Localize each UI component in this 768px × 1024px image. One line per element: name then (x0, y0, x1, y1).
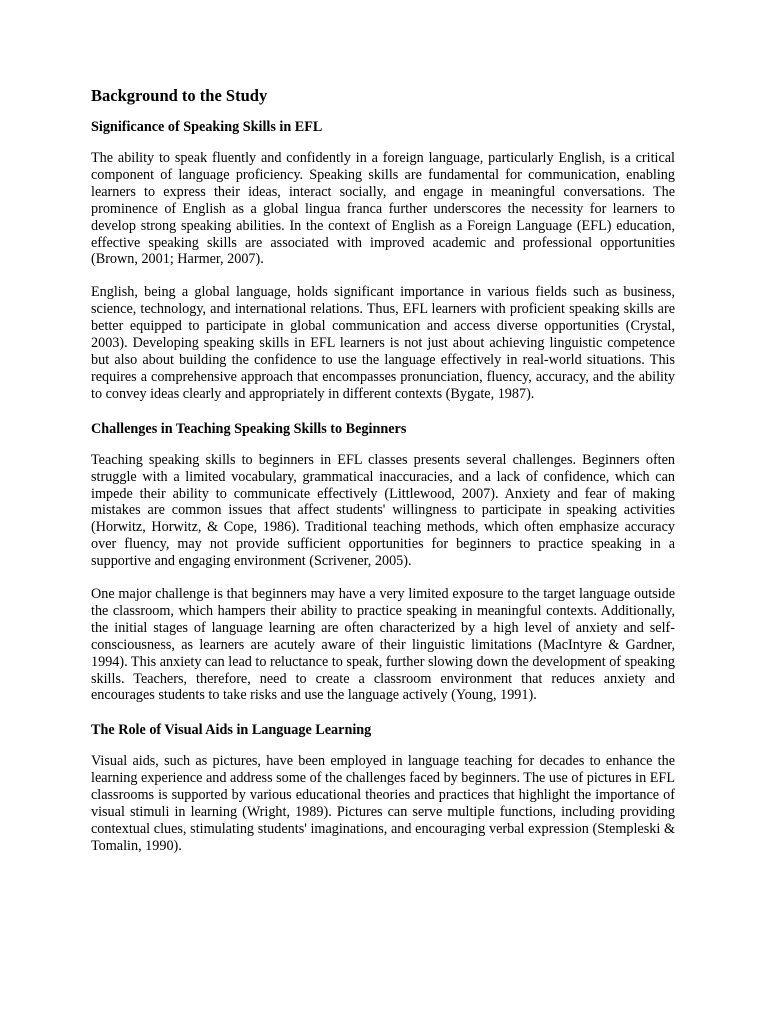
document-title: Background to the Study (91, 86, 268, 105)
paragraph: The ability to speak fluently and confidently in a foreign language, particularly English, is a critical component of language proficiency. Speaking skills are fundamental for communication, enabling learners to express their ideas, interact socially, and engage in meaningful conversations. The prominence of English as a global lingua franca further underscores the necessity for learners to develop strong speaking abilities. In the context of English as a Foreign Language (EFL) education, effective speaking skills are associated with improved academic and professional opportunities (Brown, 2001; Harmer, 2007). (91, 150, 675, 268)
paragraph: Visual aids, such as pictures, have been employed in language teaching for decades to enhance the learning experience and address some of the challenges faced by beginners. The use of pictures in EFL classrooms is supported by various educational theories and practices that highlight the importance of visual stimuli in learning (Wright, 1989). Pictures can serve multiple functions, including providing contextual clues, stimulating students' imaginations, and encouraging verbal expression (Stempleski & Tomalin, 1990). (91, 753, 675, 854)
section-heading: The Role of Visual Aids in Language Learning (91, 722, 372, 739)
section-significance (91, 117, 675, 419)
section-visual-aids (91, 720, 675, 854)
paragraph: Teaching speaking skills to beginners in EFL classes presents several challenges. Beginners often struggle with a limited vocabulary, grammatical inaccuracies, and a lack of confidence, which can impede their ability to communicate effectively (Littlewood, 2007). Anxiety and fear of making mistakes are common issues that affect students' willingness to participate in speaking activities (Horwitz, Horwitz, & Cope, 1986). Traditional teaching methods, which often emphasize accuracy over fluency, may not provide sufficient opportunities for beginners to practice speaking in a supportive and engaging environment (Scrivener, 2005). (91, 451, 675, 570)
paragraph: One major challenge is that beginners may have a very limited exposure to the target language outside the classroom, which hampers their ability to practice speaking in meaningful contexts. Additionally, the initial stages of language learning are often characterized by a high level of anxiety and self-consciousness, as learners are acutely aware of their linguistic limitations (MacIntyre & Gardner, 1994). This anxiety can lead to reluctance to speak, further slowing down the development of speaking skills. Teachers, therefore, need to create a classroom environment that reduces anxiety and encourages students to take risks and use the language actively (Young, 1991). (91, 586, 676, 704)
section-heading: Significance of Speaking Skills in EFL (91, 119, 323, 135)
paragraph: English, being a global language, holds significant importance in various fields such as business, science, technology, and international relations. Thus, EFL learners with proficient speaking skills are better equipped to participate in global communication and access diverse opportunities (Crystal, 2003). Developing speaking skills in EFL learners is not just about achieving linguistic competence but also about building the confidence to use the language effectively in real-world situations. This requires a comprehensive approach that encompasses pronunciation, fluency, accuracy, and the ability to convey ideas clearly and appropriately in different contexts (Bygate, 1987). (91, 284, 675, 402)
section-heading: Challenges in Teaching Speaking Skills to Beginners (91, 420, 407, 437)
section-challenges (91, 419, 675, 721)
document-page (91, 84, 675, 855)
